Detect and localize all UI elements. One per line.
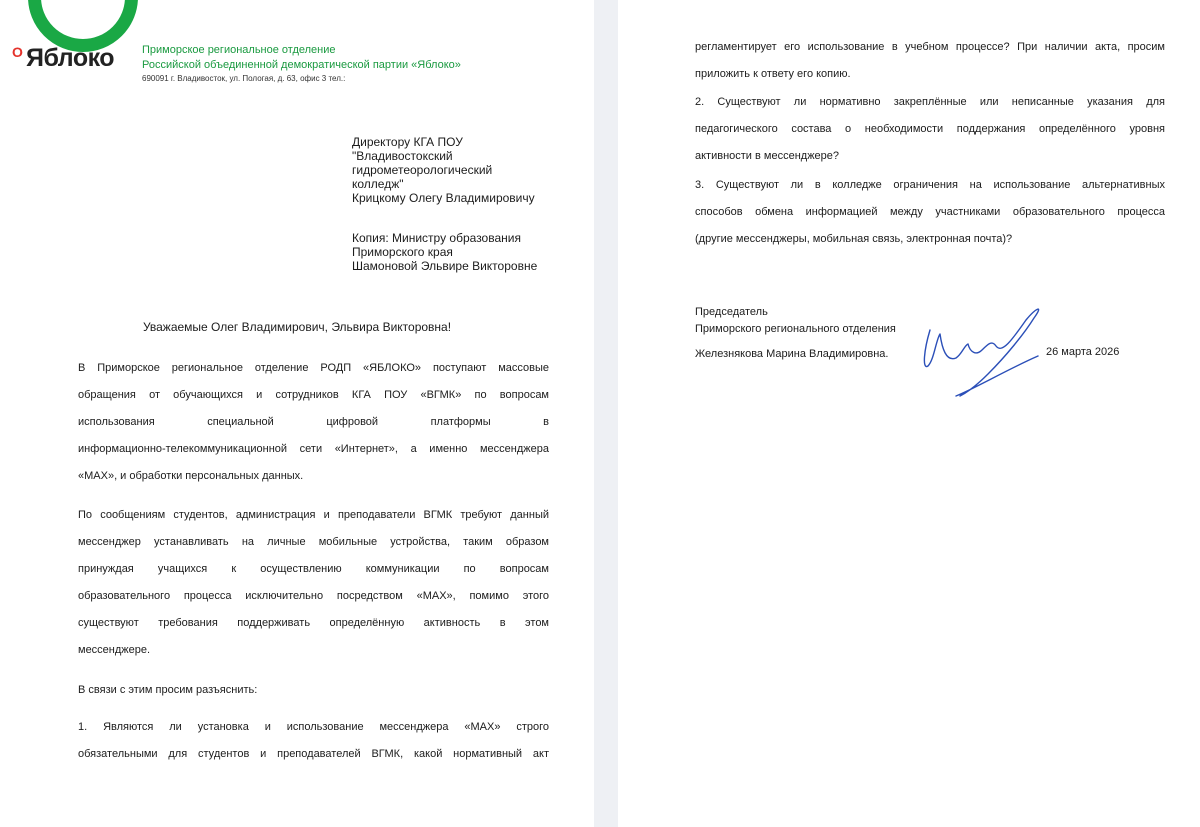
text-line: «MAX», и обработки персональных данных. [78,470,304,482]
text-line: В связи с этим просим разъяснить: [78,684,258,696]
addressee-line: Директору КГА ПОУ [352,135,463,149]
text-line: 2. Существуют ли нормативно закреплённые или неписанные указания для [695,96,1165,108]
copy-block [352,231,537,273]
yabloko-apple-icon: O [12,44,23,60]
list-item-3 [695,172,1165,253]
page-gap [594,0,618,827]
text-line: информационно-телекоммуникационной сети «Интернет», а именно мессенджера [78,443,549,455]
text-line: образовательного процесса исключительно посредством «MAX», помимо этого [78,590,549,602]
signer-org: Приморского регионального отделения [695,323,896,335]
text-line: способов обмена информацией между участниками образовательного процесса [695,206,1165,218]
text-line: педагогического состава о необходимости поддержания определённого уровня [695,123,1165,135]
addressee-line: колледж" [352,177,404,191]
text-line: принуждая учащихся к осуществлению коммуникации по вопросам [78,563,549,575]
signature-date: 26 марта 2026 [1046,346,1120,358]
addressee-line: гидрометеорологический [352,163,493,177]
copy-line: Приморского края [352,245,453,259]
letter-page-2 [618,0,1200,827]
text-line: мессенджер устанавливать на личные мобильные устройства, таким образом [78,536,549,548]
list-item-2 [695,89,1165,170]
letter-page-1 [0,0,594,827]
text-line: 1. Являются ли установка и использование мессенджера «MAX» строго [78,721,549,733]
salutation: Уважаемые Олег Владимирович, Эльвира Викторовна! [142,320,452,334]
text-line: регламентирует его использование в учебном процессе? При наличии акта, просим [695,41,1165,53]
handwritten-signature [916,300,1056,400]
org-name-line2: Российской объединенной демократической партии «Яблоко» [142,59,461,71]
signer-title: Председатель [695,306,768,318]
text-line: В Приморское региональное отделение РОДП «ЯБЛОКО» поступают массовые [78,362,549,374]
signature-block [695,304,896,363]
signer-name: Железнякова Марина Владимировна. [695,348,889,360]
copy-line: Шамоновой Эльвире Викторовне [352,259,538,273]
text-line: использования специальной цифровой платформы в [78,416,549,428]
list-item-1 [78,714,549,768]
text-line: 3. Существуют ли в колледже ограничения на использование альтернативных [695,179,1165,191]
addressee-block [352,135,535,205]
addressee-line: "Владивостокский [352,149,453,163]
text-line: (другие мессенджеры, мобильная связь, электронная почта)? [695,233,1013,245]
copy-line: Копия: Министру образования [352,231,521,245]
paragraph-2 [78,502,549,664]
text-line: мессенджере. [78,644,151,656]
text-line: обязательными для студентов и преподавателей ВГМК, какой нормативный акт [78,748,549,760]
addressee-line: Крицкому Олегу Владимировичу [352,191,535,205]
yabloko-logo-text: Яблоко [26,44,115,72]
text-line: приложить к ответу его копию. [695,68,851,80]
list-item-1-continued [695,34,1165,88]
org-name-line1: Приморское региональное отделение [142,44,336,56]
text-line: По сообщениям студентов, администрация и преподаватели ВГМК требуют данный [78,509,549,521]
org-address: 690091 г. Владивосток, ул. Пологая, д. 63, офис 3 тел.: [142,74,346,83]
text-line: обращения от обучающихся и сотрудников КГА ПОУ «ВГМК» по вопросам [78,389,549,401]
text-line: существуют требования поддерживать определённую активность в этом [78,617,549,629]
text-line: активности в мессенджере? [695,150,840,162]
paragraph-3 [78,677,549,704]
paragraph-1 [78,355,549,490]
